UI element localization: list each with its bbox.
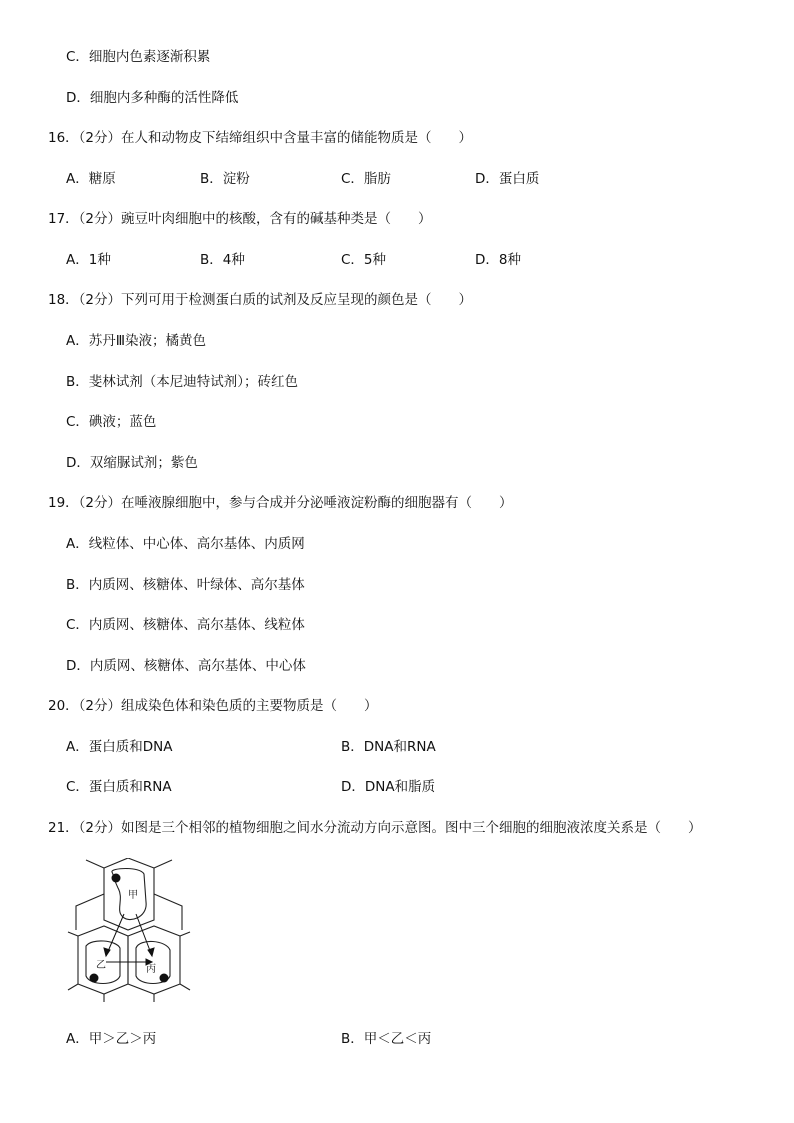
nucleus-yi [90,974,99,983]
q18-option-a: A．苏丹Ⅲ染液；橘黄色 [66,333,207,349]
q17-option-b: B．4种 [200,252,245,268]
q21-stem: 21．（2分）如图是三个相邻的植物细胞之间水分流动方向示意图。图中三个细胞的细胞液浓度关系是（ ） [48,820,702,836]
q20-option-a: A．蛋白质和DNA [66,739,173,755]
arrowhead-icon [148,948,154,956]
plant-cells-figure [66,858,192,1002]
q19-option-a: A．线粒体、中心体、高尔基体、内质网 [66,536,305,552]
q15-option-c: C．细胞内色素逐渐积累 [66,49,211,65]
nucleus-jia [112,874,121,883]
q18-option-b: B．斐林试剂（本尼迪特试剂）；砖红色 [66,374,299,390]
q15-option-d: D．细胞内多种酶的活性降低 [66,90,239,106]
q20-option-b: B．DNA和RNA [341,739,436,755]
q17-option-a: A．1种 [66,252,111,268]
q17-option-d: D．8种 [475,252,521,268]
q20-option-d: D．DNA和脂质 [341,779,436,795]
q17-stem: 17．（2分）豌豆叶肉细胞中的核酸，含有的碱基种类是（ ） [48,211,432,227]
label-jia: 甲 [128,890,138,901]
label-bing: 丙 [146,964,156,975]
nucleus-bing [160,974,169,983]
q17-option-c: C．5种 [341,252,387,268]
q21-option-b: B．甲＜乙＜丙 [341,1031,432,1047]
q19-option-c: C．内质网、核糖体、高尔基体、线粒体 [66,617,305,633]
q18-stem: 18．（2分）下列可用于检测蛋白质的试剂及反应呈现的颜色是（ ） [48,292,473,308]
label-yi: 乙 [96,960,106,971]
q18-option-c: C．碘液；蓝色 [66,414,157,430]
q19-option-d: D．内质网、核糖体、高尔基体、中心体 [66,658,306,674]
q16-option-c: C．脂肪 [341,171,391,187]
q19-stem: 19．（2分）在唾液腺细胞中，参与合成并分泌唾液淀粉酶的细胞器有（ ） [48,495,513,511]
q19-option-b: B．内质网、核糖体、叶绿体、高尔基体 [66,577,305,593]
q16-option-d: D．蛋白质 [475,171,540,187]
q18-option-d: D．双缩脲试剂；紫色 [66,455,198,471]
q21-option-a: A．甲＞乙＞丙 [66,1031,157,1047]
q20-stem: 20．（2分）组成染色体和染色质的主要物质是（ ） [48,698,378,714]
arrowhead-icon [104,948,110,956]
q20-option-c: C．蛋白质和RNA [66,779,172,795]
q16-stem: 16．（2分）在人和动物皮下结缔组织中含量丰富的储能物质是（ ） [48,130,473,146]
q16-option-b: B．淀粉 [200,171,250,187]
q16-option-a: A．糖原 [66,171,116,187]
